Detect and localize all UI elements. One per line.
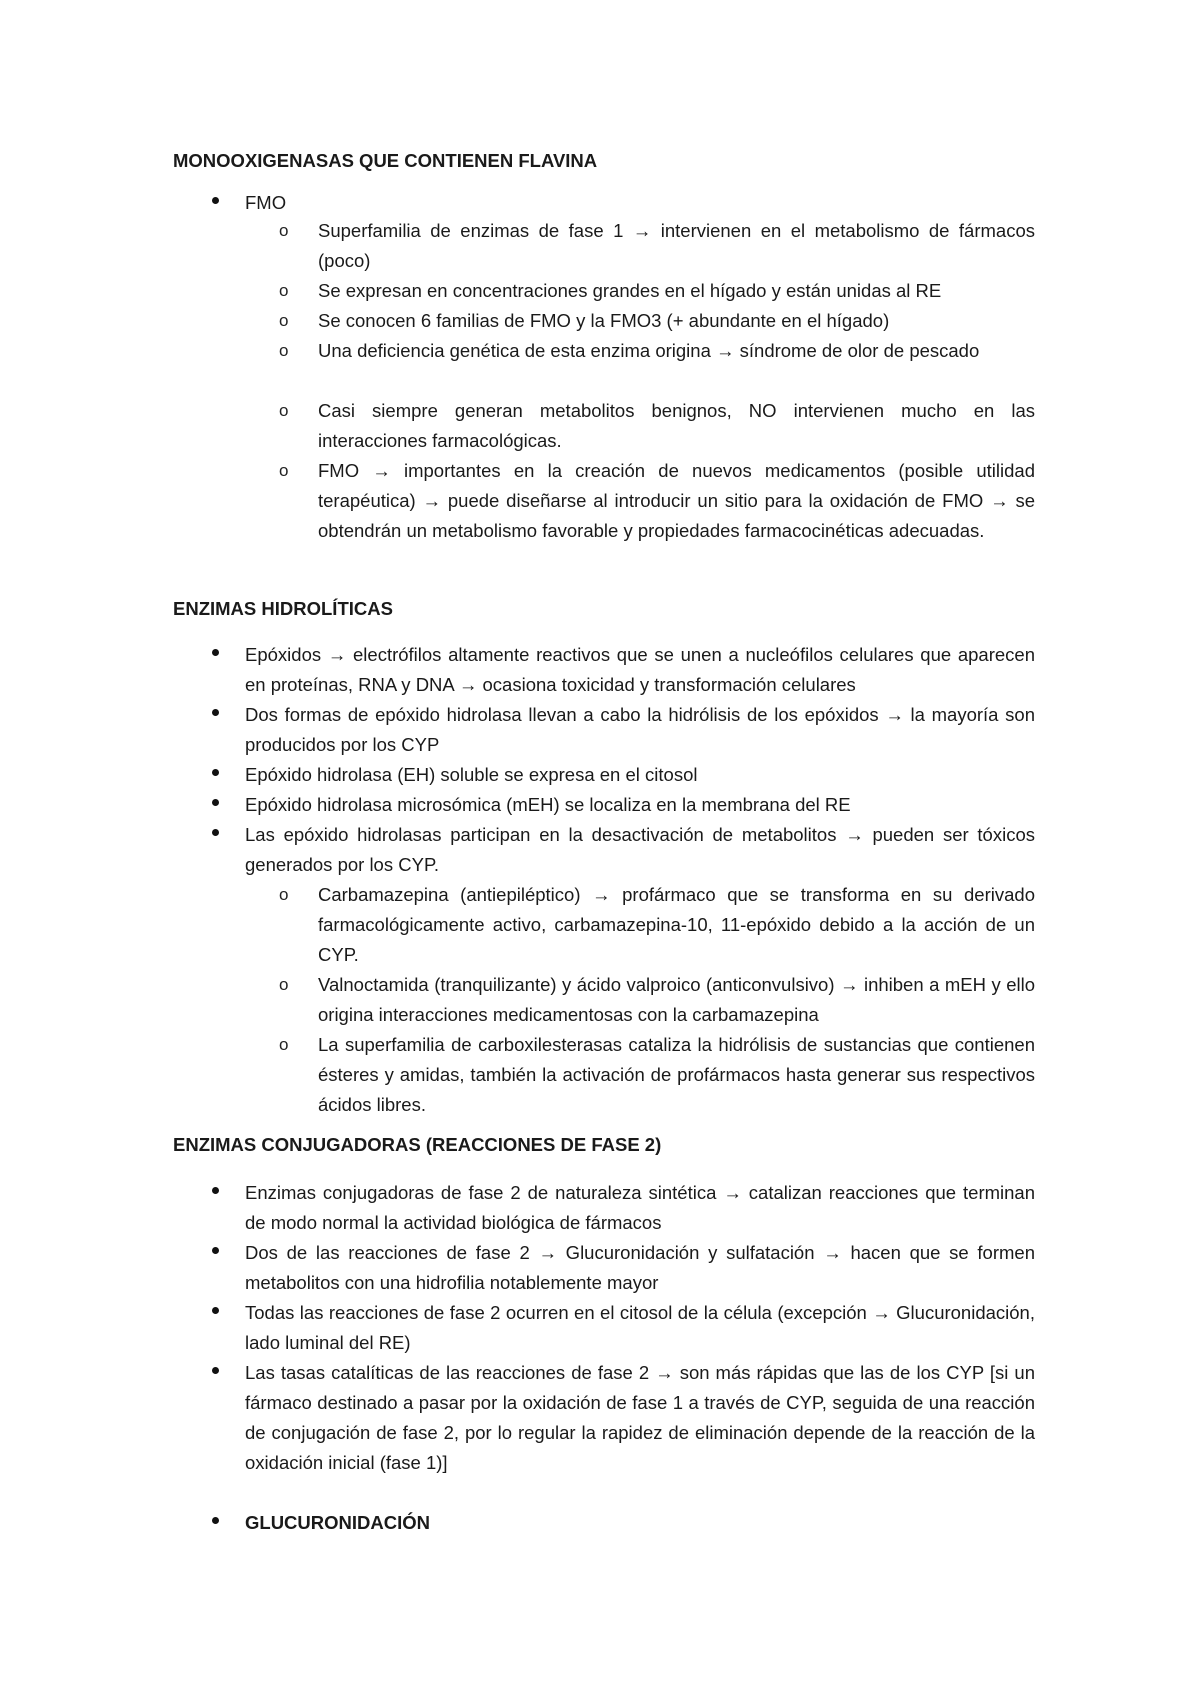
bullet-icon [212, 829, 222, 839]
sub-item: Valnoctamida (tranquilizante) y ácido valproico (anticonvulsivo) → inhiben a mEH y ello origina interacciones medicamentosas con la carbamazepina [318, 974, 1035, 1025]
heading-conjugadoras: ENZIMAS CONJUGADORAS (REACCIONES DE FASE 2) [173, 1134, 662, 1155]
sub-item: Casi siempre generan metabolitos benignos, NO intervienen mucho en las interacciones farmacológicas. [318, 400, 1035, 451]
sub-item: La superfamilia de carboxilesterasas cataliza la hidrólisis de sustancias que contienen ésteres y amidas, también la activación de profármacos hasta generar sus respectivos ácidos libres. [318, 1034, 1035, 1115]
sub-item: Carbamazepina (antiepiléptico) → profármaco que se transforma en su derivado farmacológicamente activo, carbamazepina-10, 11-epóxido debido a la acción de un CYP. [318, 884, 1035, 965]
sub-item: FMO → importantes en la creación de nuevos medicamentos (posible utilidad terapéutica) → puede diseñarse al introducir un sitio para la oxidación de FMO → se obtendrán un metabolismo favorable y propiedades farmacocinéticas adecuadas. [318, 460, 1035, 541]
heading-monooxigenasas: MONOOXIGENASAS QUE CONTIENEN FLAVINA [173, 150, 598, 171]
bullet-icon [212, 1307, 222, 1317]
sub-bullet-icon: o [279, 221, 289, 240]
sub-bullet-icon: o [279, 311, 289, 330]
bullet-icon [212, 649, 222, 659]
sub-item: Superfamilia de enzimas de fase 1 → intervienen en el metabolismo de fármacos (poco) [318, 220, 1035, 271]
bullet-item-fmo: FMO [245, 192, 287, 213]
sub-bullet-icon: o [279, 1035, 289, 1054]
bullet-item: Las tasas catalíticas de las reacciones de fase 2 → son más rápidas que las de los CYP [si un fármaco destinado a pasar por la oxidación de fase 1 a través de CYP, seguida de una reacción de conjugación de fase 2, por lo regular la rapidez de eliminación depende de la reacción de la oxidación inicial (fase 1)] [245, 1362, 1035, 1473]
bullet-icon [212, 197, 222, 207]
bullet-item: Epóxidos → electrófilos altamente reactivos que se unen a nucleófilos celulares que aparecen en proteínas, RNA y DNA → ocasiona toxicidad y transformación celulares [245, 644, 1035, 695]
bullet-item-glucuronidacion: GLUCURONIDACIÓN [245, 1512, 430, 1533]
sub-bullet-icon: o [279, 281, 289, 300]
sub-bullet-icon: o [279, 461, 289, 480]
bullet-item: Dos formas de epóxido hidrolasa llevan a cabo la hidrólisis de los epóxidos → la mayoría son producidos por los CYP [245, 704, 1035, 755]
sub-bullet-icon: o [279, 401, 289, 420]
bullet-icon [212, 1367, 222, 1377]
bullet-item: Dos de las reacciones de fase 2 → Glucuronidación y sulfatación → hacen que se formen metabolitos con una hidrofilia notablemente mayor [245, 1242, 1035, 1293]
bullet-icon [212, 769, 222, 779]
sub-bullet-icon: o [279, 885, 289, 904]
bullet-item: Epóxido hidrolasa (EH) soluble se expresa en el citosol [245, 764, 698, 785]
bullet-item: Las epóxido hidrolasas participan en la desactivación de metabolitos → pueden ser tóxicos generados por los CYP. [245, 824, 1035, 875]
bullet-item: Epóxido hidrolasa microsómica (mEH) se localiza en la membrana del RE [245, 794, 851, 815]
sub-bullet-icon: o [279, 975, 289, 994]
sub-item: Se conocen 6 familias de FMO y la FMO3 (+ abundante en el hígado) [318, 310, 890, 331]
sub-item: Una deficiencia genética de esta enzima origina → síndrome de olor de pescado [318, 340, 980, 361]
bullet-icon [212, 1247, 222, 1257]
bullet-icon [212, 709, 222, 719]
bullet-icon [212, 1187, 222, 1197]
bullet-item: Enzimas conjugadoras de fase 2 de naturaleza sintética → catalizan reacciones que terminan de modo normal la actividad biológica de fármacos [245, 1182, 1035, 1233]
bullet-item: Todas las reacciones de fase 2 ocurren en el citosol de la célula (excepción → Glucuronidación, lado luminal del RE) [245, 1302, 1035, 1353]
bullet-icon [212, 1517, 222, 1527]
bullet-icon [212, 799, 222, 809]
heading-hidroliticas: ENZIMAS HIDROLÍTICAS [173, 598, 393, 619]
sub-bullet-icon: o [279, 341, 289, 360]
sub-item: Se expresan en concentraciones grandes en el hígado y están unidas al RE [318, 280, 942, 301]
